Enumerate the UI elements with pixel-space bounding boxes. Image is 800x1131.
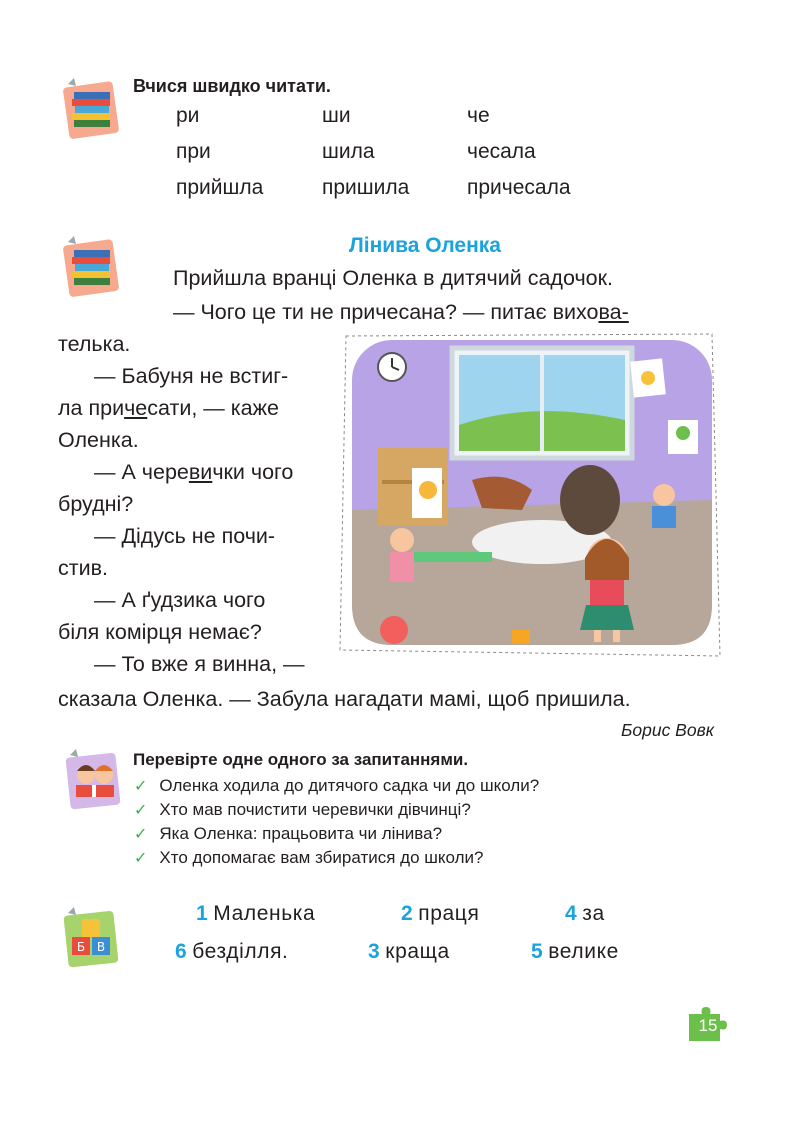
proverb-word: 1 Маленька bbox=[196, 902, 316, 925]
list-item: ✓ Яка Оленка: працьовита чи лінива? bbox=[134, 824, 443, 843]
story-line: Прийшла вранці Оленка в дитячий садочок. bbox=[173, 266, 614, 290]
story-line: ла причесати, — каже bbox=[58, 396, 279, 420]
proverb-word: 5 велике bbox=[531, 940, 619, 963]
story-line: — А черевички чого bbox=[94, 460, 294, 484]
story-column bbox=[58, 360, 322, 680]
proverb-word: 4 за bbox=[565, 902, 605, 925]
proverb-word: 2 праця bbox=[401, 902, 480, 925]
syllable: при bbox=[176, 140, 211, 163]
author: Борис Вовк bbox=[620, 720, 714, 740]
story-line: брудні? bbox=[58, 492, 134, 516]
story-line: стив. bbox=[58, 556, 109, 580]
story-line: — Чого це ти не причесана? — питає вихова- bbox=[173, 300, 629, 324]
syllable: ри bbox=[176, 104, 200, 127]
checkmark-icon: ✓ bbox=[134, 778, 148, 795]
svg-text:В: В bbox=[96, 940, 106, 954]
svg-text:Б: Б bbox=[76, 940, 86, 954]
books-stack-icon bbox=[60, 236, 124, 300]
proverb-word: 3 краща bbox=[368, 940, 450, 963]
checkmark-icon: ✓ bbox=[134, 802, 148, 819]
checkmark-icon: ✓ bbox=[134, 826, 148, 843]
section-heading: Перевірте одне одного за запитаннями. bbox=[133, 750, 469, 769]
story-line: біля комірця немає? bbox=[58, 620, 262, 644]
list-item: ✓ Хто допомагає вам збиратися до школи? bbox=[134, 848, 484, 867]
syllable: пришила bbox=[322, 176, 410, 199]
story-line: — А ґудзика чого bbox=[94, 588, 266, 612]
story-line: сказала Оленка. — Забула нагадати мамі, щоб пришила. bbox=[58, 687, 631, 711]
syllable: ши bbox=[322, 104, 351, 127]
story-line: телька. bbox=[58, 332, 131, 356]
story-title: Лінива Оленка bbox=[349, 234, 501, 257]
syllable: шила bbox=[322, 140, 375, 163]
kindergarten-illustration bbox=[332, 330, 724, 660]
list-item: ✓ Оленка ходила до дитячого садка чи до школи? bbox=[134, 776, 540, 795]
section-heading: Вчися швидко читати. bbox=[133, 76, 331, 96]
syllable: причесала bbox=[467, 176, 571, 199]
kids-reading-icon bbox=[62, 749, 126, 813]
syllable: чесала bbox=[467, 140, 536, 163]
question-list bbox=[134, 774, 539, 870]
story-line: — Дідусь не почи- bbox=[94, 524, 276, 548]
story-line: Оленка. bbox=[58, 428, 139, 452]
proverb-word: 6 безділля. bbox=[175, 940, 289, 963]
syllable: прийшла bbox=[176, 176, 264, 199]
story-line: — Бабуня не встиг- bbox=[94, 364, 289, 388]
books-stack-icon bbox=[60, 78, 124, 142]
story-line: — То вже я винна, — bbox=[94, 652, 305, 676]
checkmark-icon: ✓ bbox=[134, 850, 148, 867]
alphabet-blocks-icon bbox=[60, 907, 124, 971]
page-number: 15 bbox=[698, 1016, 718, 1035]
syllable: че bbox=[467, 104, 490, 127]
list-item: ✓ Хто мав почистити черевички дівчинці? bbox=[134, 800, 471, 819]
